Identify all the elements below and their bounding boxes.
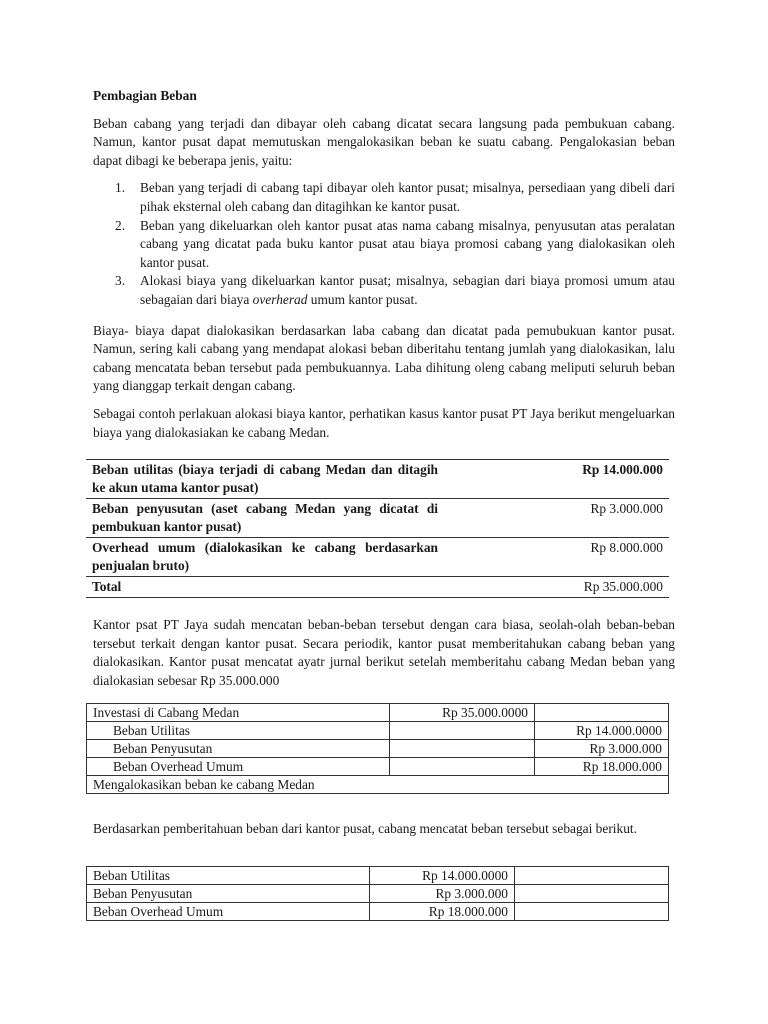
table-row: Beban Utilitas Rp 14.000.0000 bbox=[87, 867, 669, 885]
expense-types-list bbox=[93, 179, 675, 309]
head-office-journal-table bbox=[86, 703, 669, 794]
table-row: Beban Penyusutan Rp 3.000.000 bbox=[87, 740, 669, 758]
table-row: Beban Overhead Umum Rp 18.000.000 bbox=[87, 758, 669, 776]
example-paragraph: Sebagai contoh perlakuan alokasi biaya kantor, perhatikan kasus kantor pusat PT Jaya berikut mengeluarkan biaya yang dialokasiakan ke cabang Medan. bbox=[93, 405, 675, 440]
journal-note: Mengalokasikan beban ke cabang Medan bbox=[87, 776, 669, 794]
list-item: 2. Beban yang dikeluarkan oleh kantor pusat atas nama cabang misalnya, penyusutan atas peralatan cabang yang dicatat pada buku kantor pusat atau biaya promosi cabang yang dialokasikan oleh kantor pusat. bbox=[115, 217, 675, 270]
table-row: Beban penyusutan (aset cabang Medan yang dicatat di pembukuan kantor pusat) Rp 3.000.000 bbox=[86, 499, 669, 538]
table-row: Beban utilitas (biaya terjadi di cabang Medan dan ditagih ke akun utama kantor pusat) Rp 14.000.000 bbox=[86, 460, 669, 499]
expense-table bbox=[86, 459, 669, 598]
document-body bbox=[93, 87, 675, 442]
branch-journal-table bbox=[86, 866, 669, 921]
table-row: Total Rp 35.000.000 bbox=[86, 577, 669, 598]
list-item: 1. Beban yang terjadi di cabang tapi dibayar oleh kantor pusat; misalnya, persediaan yang dibeli dari pihak eksternal oleh cabang dan ditagihkan ke kantor pusat. bbox=[115, 180, 675, 214]
table-row bbox=[87, 776, 669, 794]
table-row: Overhead umum (dialokasikan ke cabang berdasarkan penjualan bruto) Rp 8.000.000 bbox=[86, 538, 669, 577]
table-row: Beban Utilitas Rp 14.000.0000 bbox=[87, 722, 669, 740]
intro-paragraph: Beban cabang yang terjadi dan dibayar oleh cabang dicatat secara langsung pada pembukuan cabang. Namun, kantor pusat dapat memutuskan mengalokasikan beban ke suatu cabang. Pengalokasian beban dapat dibagi ke beberapa jenis, yaitu: bbox=[93, 115, 675, 168]
journal-intro-paragraph: Kantor psat PT Jaya sudah mencatan beban-beban tersebut dengan cara biasa, seolah-olah beban-beban tersebut terkait dengan kantor pusat. Secara periodik, kantor pusat memberitahukan cabang beban yang dialokasikan. Kantor pusat mencatat ayatr jurnal berikut setelah memberitahu cabang Medan beban yang dialokasian sebesar Rp 35.000.000 bbox=[93, 617, 675, 688]
list-item: 3. Alokasi biaya yang dikeluarkan kantor pusat; misalnya, sebagian dari biaya promosi umum atau sebagaian dari biaya overherad umum kantor pusat. bbox=[115, 273, 675, 307]
table-row: Beban Overhead Umum Rp 18.000.000 bbox=[87, 903, 669, 921]
table-row: Investasi di Cabang Medan Rp 35.000.0000 bbox=[87, 704, 669, 722]
italic-term: overherad bbox=[252, 291, 308, 307]
branch-record-paragraph: Berdasarkan pemberitahuan beban dari kantor pusat, cabang mencatat beban tersebut sebagai berikut. bbox=[93, 821, 637, 836]
table-row: Beban Penyusutan Rp 3.000.000 bbox=[87, 885, 669, 903]
section-heading: Pembagian Beban bbox=[93, 88, 197, 103]
allocation-paragraph: Biaya- biaya dapat dialokasikan berdasarkan laba cabang dan dicatat pada pemubukuan kantor pusat. Namun, sering kali cabang yang mendapat alokasi beban diberitahu tentang jumlah yang dialokasikan, lalu cabang mencatata beban tersebut pada pembukuannya. Laba dihitung oleng cabang meliputi seluruh beban yang dianggap terkait dengan cabang. bbox=[93, 322, 675, 394]
